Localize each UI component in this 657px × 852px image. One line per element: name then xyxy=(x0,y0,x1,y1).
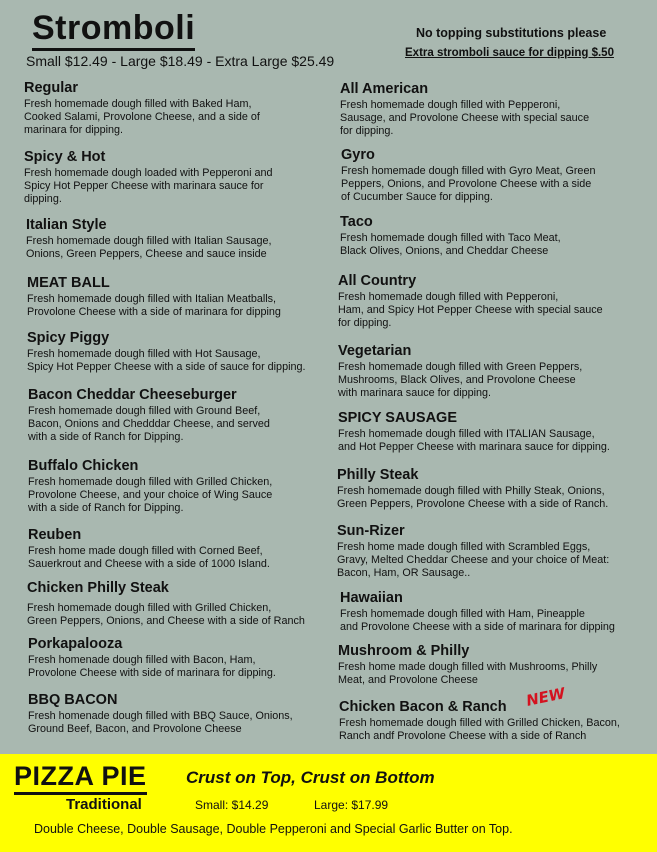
menu-item xyxy=(338,642,597,687)
item-description: Fresh homemade dough filled with Gyro Meat, Green Peppers, Onions, and Provolone Cheese with a side of Cucumber Sauce for dipping. xyxy=(341,165,596,203)
item-name: Chicken Philly Steak xyxy=(27,580,169,596)
menu-item xyxy=(341,146,595,204)
item-name: Reuben xyxy=(28,527,82,543)
item-name: BBQ BACON xyxy=(28,692,118,708)
item-description: Fresh homemade dough filled with Baked Ham, Cooked Salami, Provolone Cheese, and a side of marinara for dipping. xyxy=(24,98,260,136)
menu-item xyxy=(28,635,276,680)
item-name: Sun-Rizer xyxy=(337,523,405,539)
item-description: Fresh homemade dough filled with Ham, Pineapple and Provolone Cheese with a side of marinara for dipping xyxy=(340,608,615,633)
menu-item xyxy=(338,342,582,400)
item-description: Fresh home made dough filled with Scrambled Eggs, Gravy, Melted Cheddar Cheese and your choice of Meat: Bacon, Ham, OR Sausage.. xyxy=(337,541,610,579)
pizza-large-price: Large: $17.99 xyxy=(314,798,389,812)
menu-item xyxy=(28,691,293,736)
menu-item xyxy=(28,386,270,444)
pizza-pie-banner xyxy=(0,754,657,852)
menu-item xyxy=(27,579,305,628)
item-description: Fresh homenade dough filled with BBQ Sauce, Onions, Ground Beef, Bacon, and Provolone Cheese xyxy=(28,710,293,735)
item-description: Fresh homemade dough loaded with Pepperoni and Spicy Hot Pepper Cheese with marinara sauce for dipping. xyxy=(24,167,273,205)
item-description: Fresh homemade dough filled with Hot Sausage, Spicy Hot Pepper Cheese with a side of sauce for dipping. xyxy=(27,348,306,373)
item-description: Fresh homemade dough filled with Italian Meatballs, Provolone Cheese with a side of marinara for dipping xyxy=(27,293,281,318)
item-description: Fresh homemade dough filled with ITALIAN Sausage, and Hot Pepper Cheese with marinara sauce for dipping. xyxy=(338,428,610,453)
item-name: Regular xyxy=(24,80,78,96)
menu-item xyxy=(340,589,615,634)
menu-item xyxy=(27,274,281,319)
item-description: Fresh homenade dough filled with Bacon, Ham, Provolone Cheese with side of marinara for dipping. xyxy=(28,654,276,679)
item-description: Fresh homemade dough filled with Pepperoni, Ham, and Spicy Hot Pepper Cheese with special sauce for dipping. xyxy=(338,291,603,329)
menu-item xyxy=(28,526,270,571)
item-description: Fresh homemade dough filled with Pepperoni, Sausage, and Provolone Cheese with special sauce for dipping. xyxy=(340,99,590,137)
item-name: Porkapalooza xyxy=(28,636,123,652)
pizza-tagline: Crust on Top, Crust on Bottom xyxy=(186,768,435,787)
item-name: Hawaiian xyxy=(340,590,403,606)
item-name: Taco xyxy=(340,214,373,230)
pizza-title: PIZZA PIE xyxy=(14,760,147,795)
item-description: Fresh homemade dough filled with Grilled Chicken, Green Peppers, Onions, and Cheese with a side of Ranch xyxy=(27,602,305,627)
item-description: Fresh homemade dough filled with Philly Steak, Onions, Green Peppers, Provolone Cheese with a side of Ranch. xyxy=(337,485,609,510)
item-name: Gyro xyxy=(341,147,375,163)
substitution-note: No topping substitutions please xyxy=(416,26,607,40)
menu-item xyxy=(27,329,305,374)
item-name: Chicken Bacon & Ranch xyxy=(339,699,507,715)
item-description: Fresh homemade dough filled with Taco Meat, Black Olives, Onions, and Cheddar Cheese xyxy=(340,232,561,257)
menu-item xyxy=(339,698,620,743)
menu-item xyxy=(337,522,609,580)
stromboli-prices: Small $12.49 - Large $18.49 - Extra Large $25.49 xyxy=(26,53,335,69)
item-name: MEAT BALL xyxy=(27,275,110,291)
item-description: Fresh home made dough filled with Mushrooms, Philly Meat, and Provolone Cheese xyxy=(338,661,598,686)
item-name: Vegetarian xyxy=(338,343,412,359)
sauce-note: Extra stromboli sauce for dipping $.50 xyxy=(405,47,614,59)
item-name: Mushroom & Philly xyxy=(338,643,470,659)
stromboli-title: Stromboli xyxy=(32,8,195,51)
menu-item xyxy=(26,216,271,261)
item-description: Fresh homemade dough filled with Grilled Chicken, Provolone Cheese, and your choice of Wing Sauce with a side of Ranch for Dipping. xyxy=(28,476,273,514)
item-description: Fresh homemade dough filled with Green Peppers, Mushrooms, Black Olives, and Provolone Cheese with marinara sauce for dipping. xyxy=(338,361,583,399)
item-name: Italian Style xyxy=(26,217,107,233)
item-name: Philly Steak xyxy=(337,467,419,483)
pizza-small-price: Small: $14.29 xyxy=(195,798,269,812)
menu-item xyxy=(340,213,561,258)
item-name: Bacon Cheddar Cheeseburger xyxy=(28,387,237,403)
item-description: Fresh home made dough filled with Corned Beef, Sauerkrout and Cheese with a side of 1000 Island. xyxy=(28,545,270,570)
menu-item xyxy=(338,409,610,454)
menu-item xyxy=(337,466,608,511)
pizza-subtitle: Traditional xyxy=(66,796,142,813)
item-name: All Country xyxy=(338,273,417,289)
pizza-description: Double Cheese, Double Sausage, Double Pepperoni and Special Garlic Butter on Top. xyxy=(34,822,513,836)
menu-item xyxy=(338,272,603,330)
item-name: SPICY SAUSAGE xyxy=(338,410,457,426)
item-description: Fresh homemade dough filled with Ground Beef, Bacon, Onions and Chedddar Cheese, and served with a side of Ranch for Dipping. xyxy=(28,405,270,443)
item-name: Spicy & Hot xyxy=(24,149,106,165)
menu-item xyxy=(340,80,589,138)
item-description: Fresh homemade dough filled with Grilled Chicken, Bacon, Ranch andf Provolone Cheese with a side of Ranch xyxy=(339,717,620,742)
menu-item xyxy=(24,79,260,137)
item-name: All American xyxy=(340,81,429,97)
item-name: Buffalo Chicken xyxy=(28,458,139,474)
item-name: Spicy Piggy xyxy=(27,330,110,346)
menu-item xyxy=(28,457,272,515)
menu-item xyxy=(24,148,273,206)
item-description: Fresh homemade dough filled with Italian Sausage, Onions, Green Peppers, Cheese and sauce inside xyxy=(26,235,272,260)
new-badge: NEW xyxy=(524,684,567,710)
